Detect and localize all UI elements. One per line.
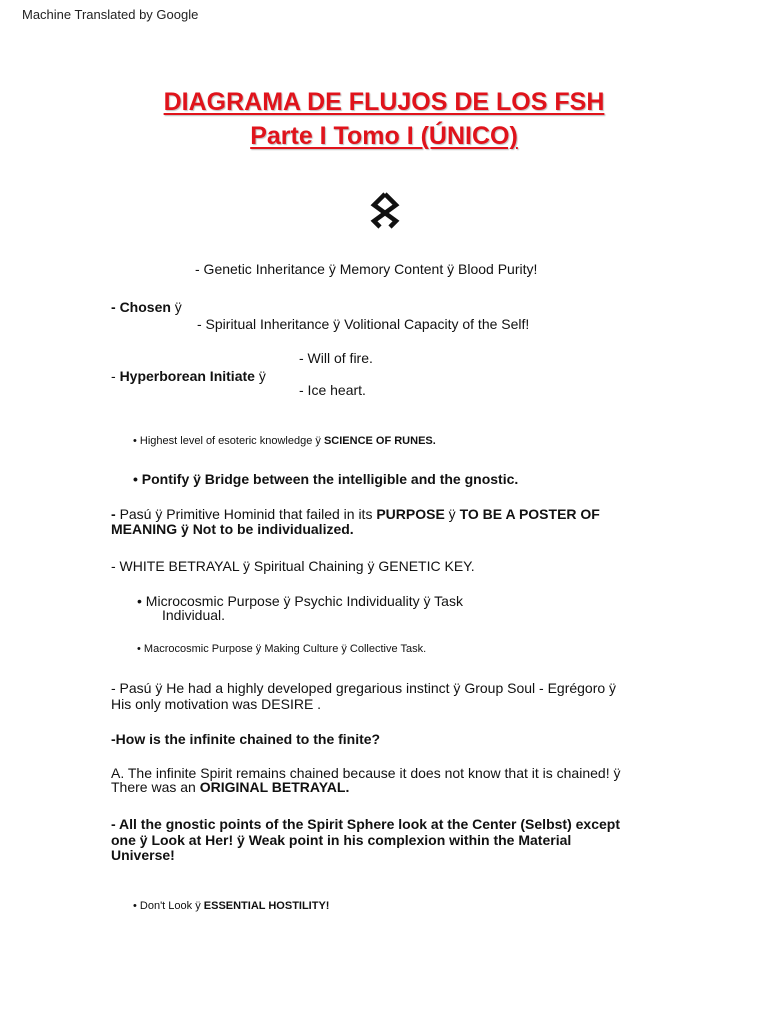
dont-look-line <box>133 900 329 912</box>
spiritual-line: - Spiritual Inheritance ÿ Volitional Capacity of the Self! <box>197 316 530 332</box>
will-line: - Will of fire. <box>299 350 373 366</box>
chosen-arrow: ÿ <box>170 299 182 315</box>
macrocosmic-line: • Macrocosmic Purpose ÿ Making Culture ÿ Collective Task. <box>137 643 427 655</box>
chosen-line <box>111 299 182 315</box>
odal-rune-icon <box>369 192 401 230</box>
microcosmic-line-2: Individual. <box>162 607 226 623</box>
highest-bold: SCIENCE OF RUNES. <box>323 435 436 447</box>
dont-text: • Don't Look ÿ <box>133 900 204 912</box>
pasu-poster: TO BE A POSTER OF <box>459 506 600 522</box>
document-subtitle: Parte I Tomo I (ÚNICO) <box>250 122 518 150</box>
hyperborean-line <box>111 368 266 384</box>
chosen-label: Chosen <box>119 299 171 315</box>
pontify-line: • Pontify ÿ Bridge between the intelligible and the gnostic. <box>133 471 519 487</box>
translation-banner: Machine Translated by Google <box>22 7 199 22</box>
document-title: DIAGRAMA DE FLUJOS DE LOS FSH <box>163 88 605 116</box>
pasu-meaning-rest: ÿ Not to be individualized. <box>177 521 354 537</box>
hyper-label: Hyperborean Initiate <box>119 368 255 384</box>
answer-line-2 <box>111 779 349 795</box>
how-question: -How is the infinite chained to the finite? <box>111 731 381 747</box>
answer-text: There was an <box>111 779 200 795</box>
hyper-arrow: ÿ <box>254 368 266 384</box>
pasu-dash: - <box>111 506 120 522</box>
dont-bold: ESSENTIAL HOSTILITY! <box>203 900 330 912</box>
answer-bold: ORIGINAL BETRAYAL. <box>199 779 350 795</box>
pasu-line-1 <box>111 506 600 522</box>
pasu-text: Pasú ÿ Primitive Hominid that failed in its <box>119 506 377 522</box>
chosen-dash: - <box>111 299 120 315</box>
pasu-purpose: PURPOSE <box>376 506 445 522</box>
pasu-arrow: ÿ <box>444 506 460 522</box>
pasu2-line-2: His only motivation was DESIRE . <box>111 696 322 712</box>
pasu-line-2 <box>111 521 354 537</box>
answer-line-1: A. The infinite Spirit remains chained because it does not know that it is chained! ÿ <box>111 765 621 781</box>
white-betrayal-line: - WHITE BETRAYAL ÿ Spiritual Chaining ÿ GENETIC KEY. <box>111 558 475 574</box>
highest-text: • Highest level of esoteric knowledge ÿ <box>133 435 324 447</box>
genetic-line: - Genetic Inheritance ÿ Memory Content ÿ Blood Purity! <box>195 261 538 277</box>
hyper-dash: - <box>111 368 120 384</box>
gnostic-line-2: one ÿ Look at Her! ÿ Weak point in his complexion within the Material <box>111 832 572 848</box>
ice-line: - Ice heart. <box>299 382 366 398</box>
gnostic-line-3: Universe! <box>111 847 175 863</box>
microcosmic-line-1: • Microcosmic Purpose ÿ Psychic Individuality ÿ Task <box>137 593 463 609</box>
pasu-meaning: MEANING <box>111 521 178 537</box>
highest-line <box>133 435 436 447</box>
pasu2-line-1: - Pasú ÿ He had a highly developed gregarious instinct ÿ Group Soul - Egrégoro ÿ <box>111 680 617 696</box>
gnostic-line-1: - All the gnostic points of the Spirit Sphere look at the Center (Selbst) except <box>111 816 620 832</box>
